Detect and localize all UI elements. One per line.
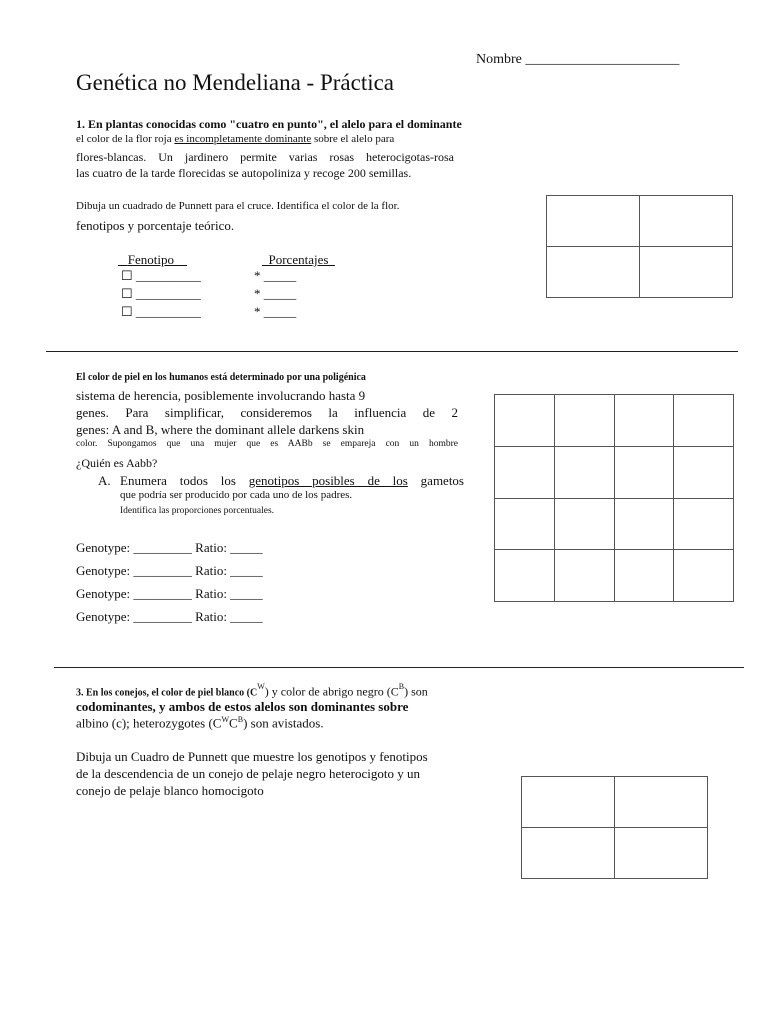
page-title: Genética no Mendeliana - Práctica bbox=[76, 70, 395, 95]
punnett-cell[interactable] bbox=[554, 395, 614, 447]
q3-line4: Dibuja un Cuadro de Punnett que muestre los genotipos y fenotipos bbox=[76, 749, 428, 764]
section-divider bbox=[54, 667, 744, 668]
bullet-star: * bbox=[254, 286, 261, 301]
q2-line2: sistema de herencia, posiblemente involucrando hasta 9 bbox=[76, 388, 366, 403]
bullet-star: * bbox=[254, 304, 261, 319]
q1-row-1 bbox=[121, 268, 201, 284]
percent-blank[interactable]: _____ bbox=[263, 286, 297, 301]
list-marker-a: A. bbox=[98, 473, 111, 488]
percent-header: Porcentajes bbox=[268, 252, 329, 267]
punnett-cell[interactable] bbox=[674, 550, 734, 602]
punnett-square-q2 bbox=[494, 394, 734, 602]
punnett-cell[interactable] bbox=[615, 828, 708, 879]
phenotype-blank[interactable]: __________ bbox=[135, 268, 201, 283]
punnett-square-q3 bbox=[521, 776, 708, 879]
punnett-cell[interactable] bbox=[614, 498, 674, 550]
q1-row-3 bbox=[121, 304, 201, 320]
q2-line5: color. Supongamos que una mujer que es AABb se empareja con un hombre bbox=[76, 439, 458, 449]
q2-line6: ¿Quién es Aabb? bbox=[76, 456, 158, 470]
punnett-cell[interactable] bbox=[522, 777, 615, 828]
percent-blank[interactable]: _____ bbox=[263, 268, 297, 283]
q1-line2-a: el color de la flor roja bbox=[76, 133, 175, 145]
q1-row-3-percent bbox=[254, 304, 296, 320]
punnett-square-q1 bbox=[546, 195, 733, 298]
q2-line4: genes: A and B, where the dominant allele darkens skin bbox=[76, 422, 365, 437]
phenotype-header: Fenotipo bbox=[127, 252, 174, 267]
name-field[interactable]: Nombre ______________________ bbox=[476, 52, 680, 67]
q2-item-a-line1: Enumera todos los genotipos posibles de los gametos bbox=[120, 473, 464, 488]
q1-line1: 1. En plantas conocidas como "cuatro en punto", el alelo para el dominante bbox=[76, 117, 462, 131]
q3-line6: conejo de pelaje blanco homocigoto bbox=[76, 783, 264, 798]
q1-line2 bbox=[76, 133, 394, 145]
genotype-row[interactable]: Genotype: _________ Ratio: _____ bbox=[76, 540, 263, 555]
q1-line2-c: sobre el alelo para bbox=[311, 133, 395, 145]
punnett-cell[interactable] bbox=[554, 446, 614, 498]
q1-line5: Dibuja un cuadrado de Punnett para el cruce. Identifica el color de la flor. bbox=[76, 200, 400, 212]
punnett-cell[interactable] bbox=[640, 196, 733, 247]
q2-item-a-line3: Identifica las proporciones porcentuales. bbox=[120, 506, 275, 516]
phenotype-blank[interactable]: __________ bbox=[135, 286, 201, 301]
genotype-row[interactable]: Genotype: _________ Ratio: _____ bbox=[76, 609, 263, 624]
q1-line3: flores-blancas. Un jardinero permite varias rosas heterocigotas-rosa bbox=[76, 150, 454, 164]
punnett-cell[interactable] bbox=[522, 828, 615, 879]
phenotype-blank[interactable]: __________ bbox=[135, 304, 201, 319]
q1-row-1-percent bbox=[254, 268, 296, 284]
punnett-cell[interactable] bbox=[614, 550, 674, 602]
genotype-row[interactable]: Genotype: _________ Ratio: _____ bbox=[76, 586, 263, 601]
q1-line4: las cuatro de la tarde florecidas se autopoliniza y recoge 200 semillas. bbox=[76, 166, 412, 180]
checkbox-icon[interactable]: ☐ bbox=[121, 268, 133, 283]
punnett-cell[interactable] bbox=[614, 446, 674, 498]
punnett-cell[interactable] bbox=[554, 498, 614, 550]
q3-line5: de la descendencia de un conejo de pelaje negro heterocigoto y un bbox=[76, 766, 420, 781]
q3-line1: 3. En los conejos, el color de piel blanco $(C^W)$ y color de abrigo negro $(C^B)$ son bbox=[76, 682, 428, 699]
genotype-row[interactable]: Genotype: _________ Ratio: _____ bbox=[76, 563, 263, 578]
punnett-cell[interactable] bbox=[495, 550, 555, 602]
q1-line6: fenotipos y porcentaje teórico. bbox=[76, 218, 235, 233]
punnett-cell[interactable] bbox=[547, 196, 640, 247]
punnett-cell[interactable] bbox=[674, 498, 734, 550]
punnett-cell[interactable] bbox=[495, 446, 555, 498]
section-divider bbox=[46, 351, 738, 352]
punnett-cell[interactable] bbox=[495, 395, 555, 447]
punnett-cell[interactable] bbox=[674, 395, 734, 447]
q1-row-2 bbox=[121, 286, 201, 302]
percent-blank[interactable]: _____ bbox=[263, 304, 297, 319]
punnett-cell[interactable] bbox=[674, 446, 734, 498]
q1-line2-underlined: es incompletamente dominante bbox=[174, 133, 312, 145]
q1-row-2-percent bbox=[254, 286, 296, 302]
q2-line3: genes. Para simplificar, consideremos la influencia de 2 bbox=[76, 405, 458, 420]
punnett-cell[interactable] bbox=[554, 550, 614, 602]
punnett-cell[interactable] bbox=[547, 247, 640, 298]
checkbox-icon[interactable]: ☐ bbox=[121, 286, 133, 301]
q2-line1: El color de piel en los humanos está determinado por una poligénica bbox=[76, 372, 366, 383]
punnett-cell[interactable] bbox=[615, 777, 708, 828]
q3-line2: codominantes, y ambos de estos alelos son dominantes sobre bbox=[76, 699, 409, 714]
checkbox-icon[interactable]: ☐ bbox=[121, 304, 133, 319]
q2-item-a-line2: que podría ser producido por cada uno de los padres. bbox=[120, 489, 353, 501]
q3-line3: albino (c); heterozygotes $(C^WC^B)$ son avistados. bbox=[76, 715, 324, 731]
bullet-star: * bbox=[254, 268, 261, 283]
punnett-cell[interactable] bbox=[614, 395, 674, 447]
punnett-cell[interactable] bbox=[495, 498, 555, 550]
punnett-cell[interactable] bbox=[640, 247, 733, 298]
